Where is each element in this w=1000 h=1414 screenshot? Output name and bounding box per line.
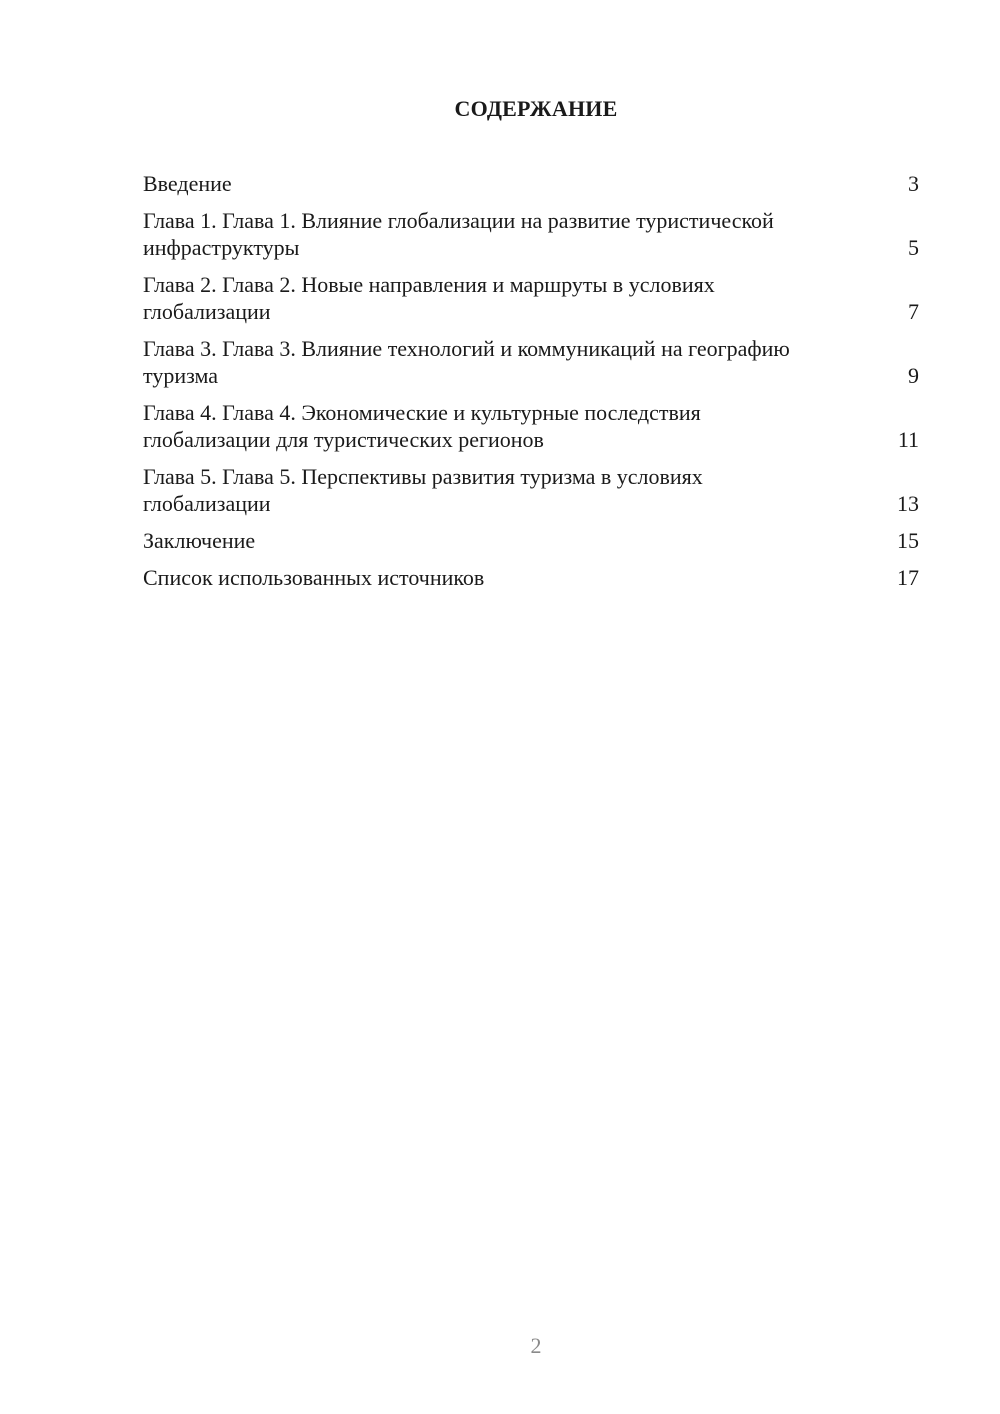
toc-entry-text: Глава 4. Глава 4. Экономические и культурные последствия глобализации для туристических регионов xyxy=(143,400,701,452)
toc-entry-page: 17 xyxy=(897,565,919,590)
toc-entry-chapter-3[interactable] xyxy=(143,335,919,389)
toc-entry-chapter-4[interactable] xyxy=(143,399,919,453)
toc-entry-text: Введение xyxy=(143,171,232,196)
toc-title: СОДЕРЖАНИЕ xyxy=(454,96,618,121)
toc-entry-introduction[interactable] xyxy=(143,170,919,197)
table-of-contents xyxy=(143,170,919,601)
toc-entry-references[interactable] xyxy=(143,564,919,591)
toc-entry-page: 3 xyxy=(908,171,919,196)
toc-entry-page: 15 xyxy=(897,528,919,553)
toc-entry-text: Глава 2. Глава 2. Новые направления и маршруты в условиях глобализации xyxy=(143,272,715,324)
toc-entry-text: Глава 3. Глава 3. Влияние технологий и коммуникаций на географию туризма xyxy=(143,336,790,388)
toc-entry-chapter-1[interactable] xyxy=(143,207,919,261)
toc-entry-page: 9 xyxy=(908,363,919,388)
toc-entry-text: Список использованных источников xyxy=(143,565,485,590)
toc-entry-text: Глава 5. Глава 5. Перспективы развития туризма в условиях глобализации xyxy=(143,464,703,516)
toc-entry-page: 5 xyxy=(908,235,919,260)
toc-entry-text: Глава 1. Глава 1. Влияние глобализации на развитие туристической инфраструктуры xyxy=(143,208,774,260)
toc-entry-conclusion[interactable] xyxy=(143,527,919,554)
page-number: 2 xyxy=(530,1333,542,1358)
toc-entry-text: Заключение xyxy=(143,528,256,553)
toc-entry-chapter-2[interactable] xyxy=(143,271,919,325)
toc-entry-page: 13 xyxy=(897,491,919,516)
toc-entry-page: 7 xyxy=(908,299,919,324)
toc-entry-chapter-5[interactable] xyxy=(143,463,919,517)
toc-entry-page: 11 xyxy=(897,427,919,452)
